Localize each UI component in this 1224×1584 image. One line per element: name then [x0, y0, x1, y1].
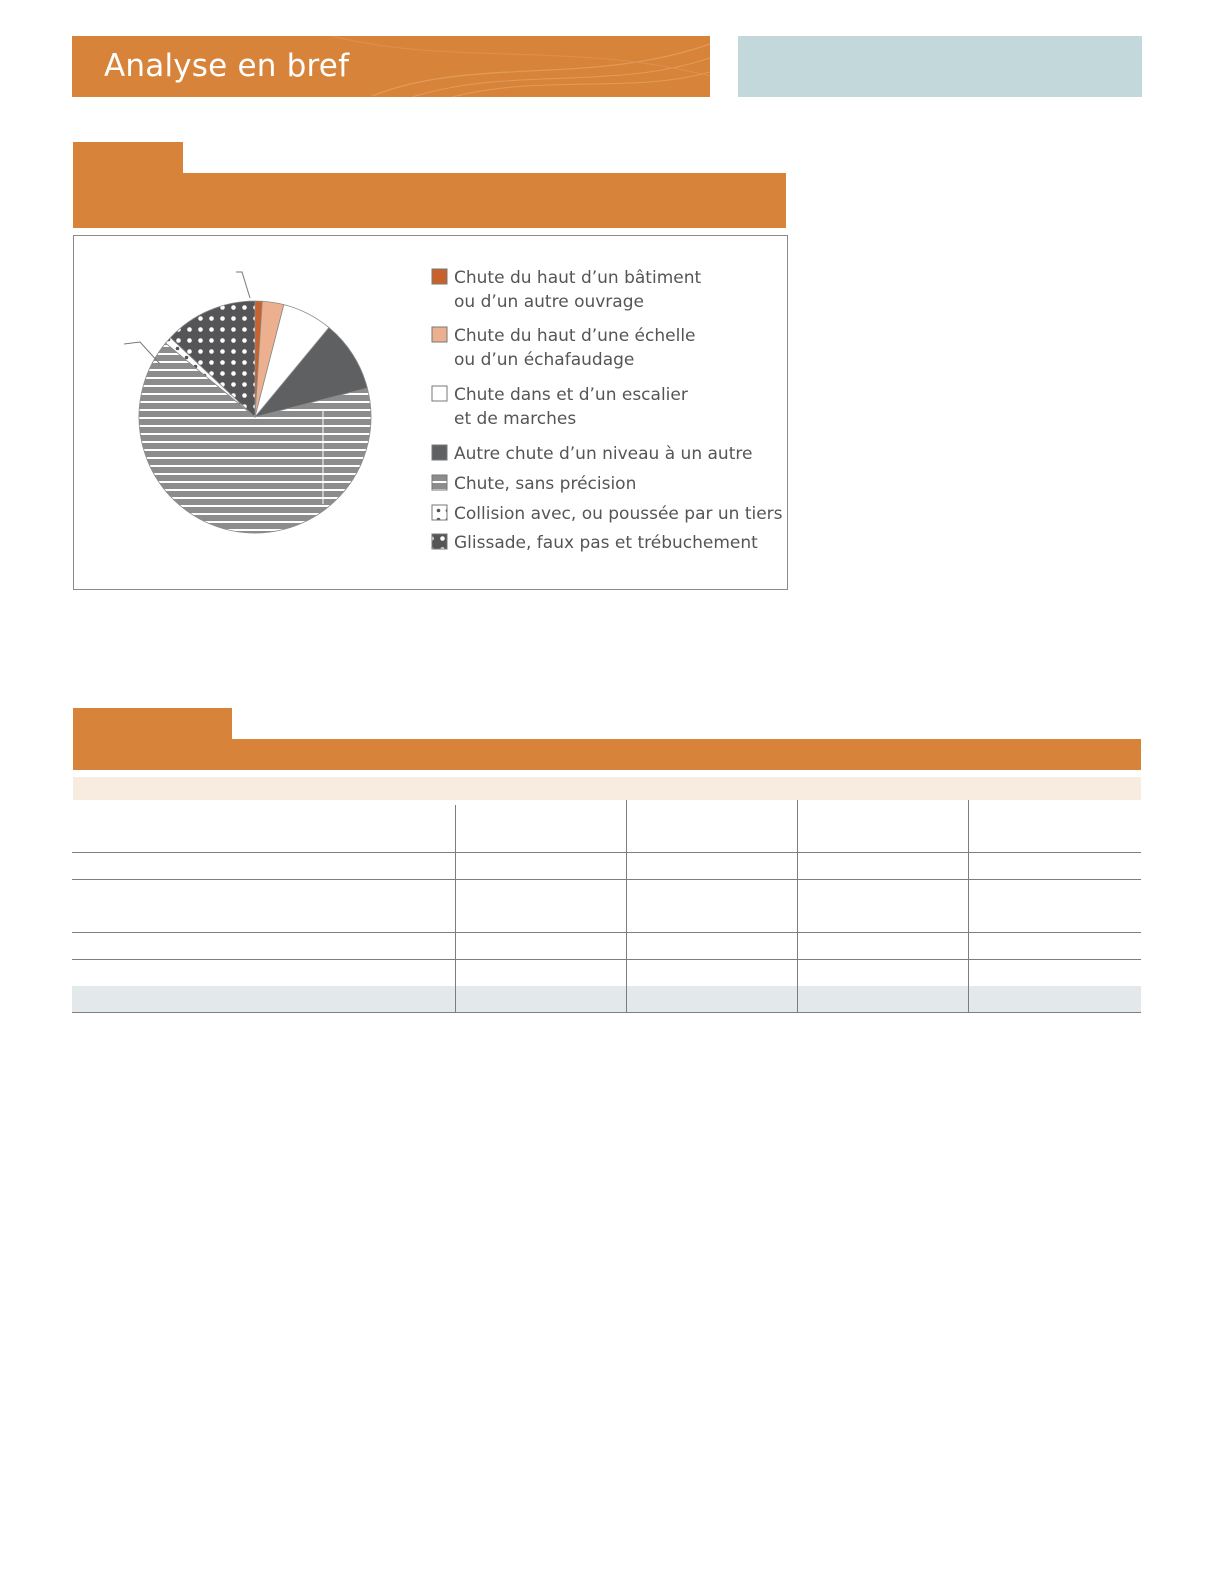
legend-label-7: Glissade, faux pas et trébuchement [454, 533, 758, 553]
legend-label-4: Autre chute d’un niveau à un autre [454, 444, 753, 464]
chart-container [73, 235, 788, 590]
legend-swatch-6 [432, 505, 447, 520]
legend-label-3: Chute dans et d’un escalier [454, 385, 688, 405]
data-table [72, 800, 1142, 1015]
legend-label-5: Chute, sans précision [454, 474, 637, 494]
table-total-row [72, 986, 1141, 1013]
page-title: Analyse en bref [104, 48, 350, 84]
header-side-panel [738, 36, 1142, 97]
leader-line [236, 272, 250, 298]
table-row [72, 933, 1141, 960]
table-row [72, 800, 1141, 853]
legend-label-2-line2: ou d’un échafaudage [454, 350, 635, 370]
table-section-bar [73, 739, 1141, 770]
column-divider [968, 800, 969, 1013]
legend-swatch-4 [432, 445, 447, 460]
legend-swatch-2 [432, 327, 447, 342]
column-divider [626, 800, 627, 1013]
header-banner [72, 36, 710, 97]
legend-swatch-7 [432, 534, 447, 549]
legend-label-1: Chute du haut d’un bâtiment [454, 268, 702, 288]
table-row [72, 853, 1141, 880]
table-section-tab [73, 708, 232, 740]
column-divider [797, 800, 798, 1013]
legend-swatch-3 [432, 386, 447, 401]
column-divider [455, 805, 456, 1013]
legend-label-1-line2: ou d’un autre ouvrage [454, 292, 644, 312]
legend-swatch-5 [432, 475, 447, 490]
legend-label-6: Collision avec, ou poussée par un tiers [454, 504, 783, 524]
chart-section-tab [73, 142, 183, 174]
chart-section-bar [73, 173, 786, 228]
table-header-band [73, 777, 1141, 800]
legend-swatch-1 [432, 269, 447, 284]
table-row [72, 880, 1141, 933]
legend-label-2: Chute du haut d’une échelle [454, 326, 696, 346]
legend-label-3-line2: et de marches [454, 409, 577, 429]
pie-chart [74, 236, 787, 589]
